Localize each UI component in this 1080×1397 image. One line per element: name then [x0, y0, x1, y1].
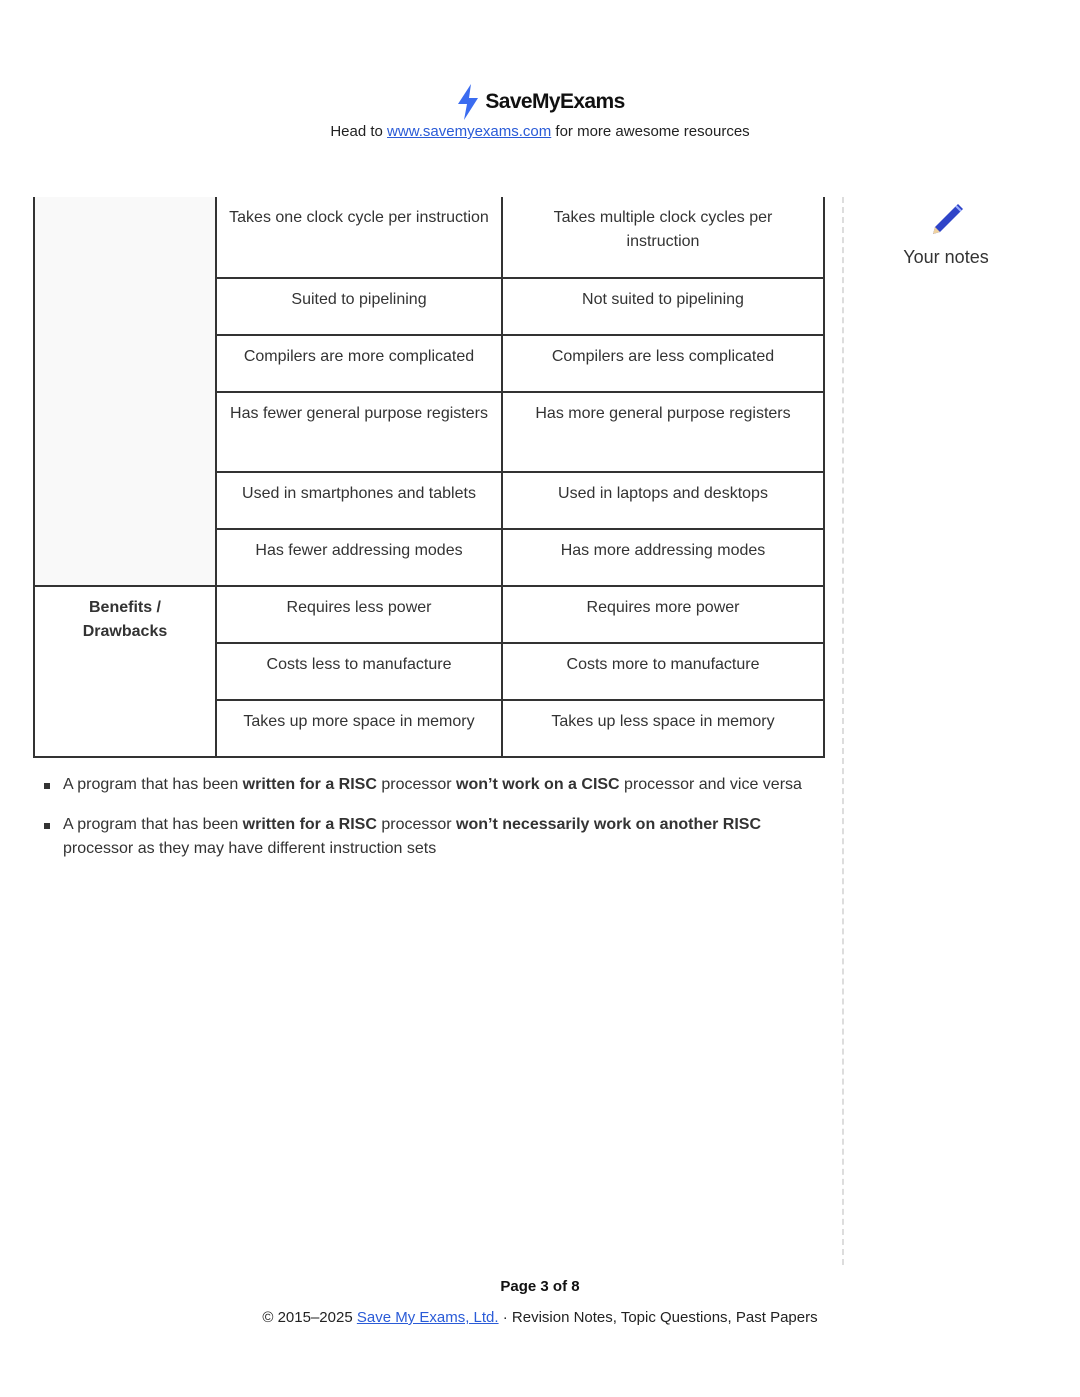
cisc-cell: Not suited to pipelining: [502, 278, 824, 335]
tagline-text: Head to: [330, 123, 388, 140]
footer-links-text: · Revision Notes, Topic Questions, Past Papers: [498, 1309, 818, 1326]
lightning-bolt-icon: [455, 84, 481, 120]
text: processor: [376, 776, 457, 793]
logo[interactable]: [0, 84, 1080, 120]
risc-cell: Used in smartphones and tablets: [216, 472, 502, 529]
cisc-cell: Takes up less space in memory: [502, 700, 824, 757]
text: processor as they may have different instruction sets: [63, 840, 437, 857]
brand-name: SaveMyExams: [485, 90, 625, 113]
copyright: [0, 1309, 1080, 1326]
page-header: [0, 84, 1080, 140]
bold-text: written for a RISC: [242, 776, 377, 793]
risc-cell: Takes one clock cycle per instruction: [216, 197, 502, 278]
tagline-text-end: for more awesome resources: [551, 123, 750, 140]
row-group-label: Benefits / Drawbacks: [34, 586, 216, 757]
text: A program that has been: [63, 816, 243, 833]
cisc-cell: Takes multiple clock cycles per instruction: [502, 197, 824, 278]
cisc-cell: Costs more to manufacture: [502, 643, 824, 700]
text: processor: [376, 816, 457, 833]
risc-cell: Compilers are more complicated: [216, 335, 502, 392]
risc-cell: Has fewer addressing modes: [216, 529, 502, 586]
text: A program that has been: [63, 776, 243, 793]
risc-cell: Costs less to manufacture: [216, 643, 502, 700]
risc-cisc-table: [33, 197, 825, 758]
notes-label: Your notes: [903, 247, 989, 267]
cisc-cell: Used in laptops and desktops: [502, 472, 824, 529]
page-number: Page 3 of 8: [500, 1278, 580, 1295]
page-footer: [0, 1278, 1080, 1326]
risc-cell: Has fewer general purpose registers: [216, 392, 502, 472]
bullet-list: [42, 773, 832, 877]
bullet-item: [42, 773, 832, 797]
cisc-cell: Has more general purpose registers: [502, 392, 824, 472]
notes-panel[interactable]: [890, 200, 1002, 268]
text: processor and vice versa: [619, 776, 802, 793]
pencil-icon: [926, 200, 966, 240]
bold-text: written for a RISC: [242, 816, 377, 833]
risc-cell: Takes up more space in memory: [216, 700, 502, 757]
table-row: [34, 586, 824, 643]
risc-cell: Suited to pipelining: [216, 278, 502, 335]
table-row: [34, 197, 824, 278]
cisc-cell: Requires more power: [502, 586, 824, 643]
site-link[interactable]: www.savemyexams.com: [387, 123, 552, 140]
cisc-cell: Compilers are less complicated: [502, 335, 824, 392]
risc-cell: Requires less power: [216, 586, 502, 643]
row-group-empty: [34, 197, 216, 586]
company-link[interactable]: Save My Exams, Ltd.: [356, 1309, 499, 1326]
cisc-cell: Has more addressing modes: [502, 529, 824, 586]
bold-text: won’t necessarily work on another RISC: [456, 816, 762, 833]
bold-text: won’t work on a CISC: [456, 776, 620, 793]
bullet-item: [42, 813, 832, 861]
tagline: [0, 123, 1080, 140]
notes-divider: [842, 197, 844, 1265]
copyright-text: © 2015–2025: [262, 1309, 357, 1326]
